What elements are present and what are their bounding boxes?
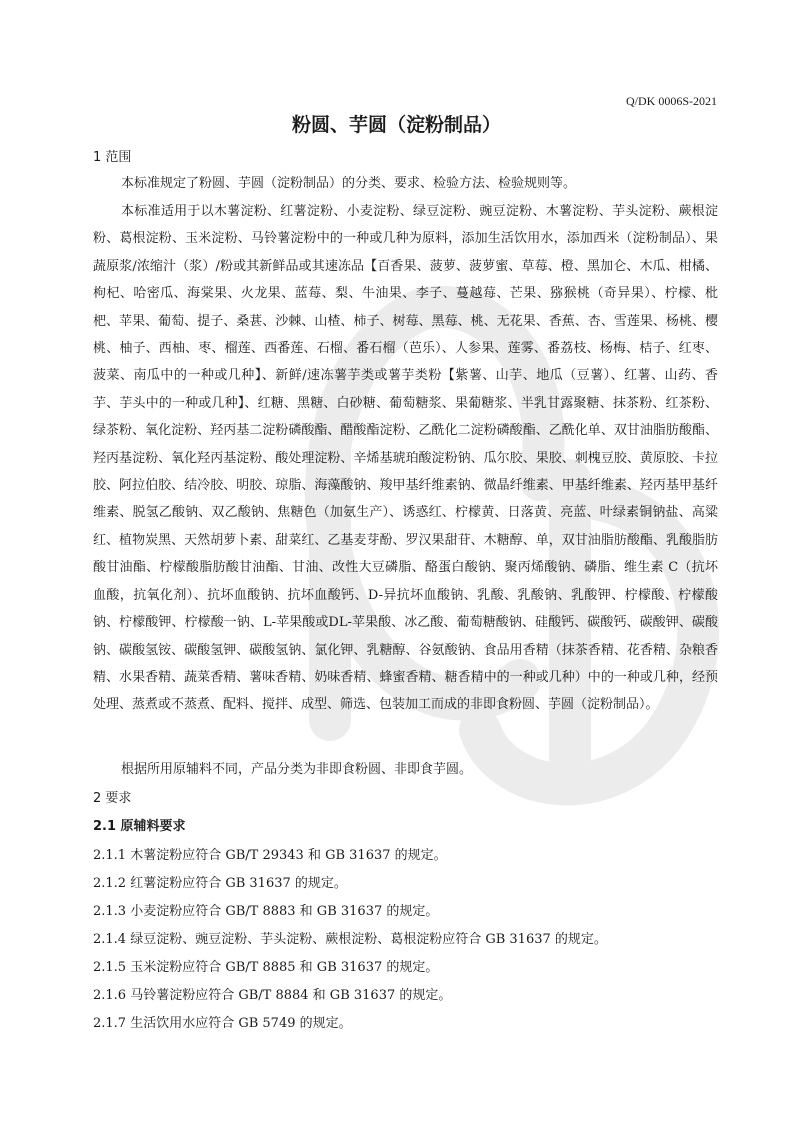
requirement-item: 2.1.1 木薯淀粉应符合 GB/T 29343 和 GB 31637 的规定。 (93, 848, 447, 863)
page-title: 粉圆、芋圆（淀粉制品） (291, 114, 501, 136)
section-heading-requirements: 2 要求 (93, 791, 132, 806)
requirement-item: 2.1.6 马铃薯淀粉应符合 GB/T 8884 和 GB 31637 的规定。 (93, 988, 452, 1003)
requirement-item: 2.1.4 绿豆淀粉、豌豆淀粉、芋头淀粉、蕨根淀粉、葛根淀粉应符合 GB 31637 的规定。 (93, 932, 607, 947)
requirement-item: 2.1.2 红薯淀粉应符合 GB 31637 的规定。 (93, 876, 347, 891)
scope-paragraph-1: 本标准规定了粉圆、芋圆（淀粉制品）的分类、要求、检验方法、检验规则等。 (121, 176, 577, 191)
scope-paragraph-2: 本标准适用于以木薯淀粉、红薯淀粉、小麦淀粉、绿豆淀粉、豌豆淀粉、木薯淀粉、芋头淀粉、蕨根淀粉、葛根淀粉、玉米淀粉、马铃薯淀粉中的一种或几种为原料，添加生活饮用水，添加西米（淀粉制品）、果蔬原浆/浓缩汁（浆）/粉或其新鲜品或其速冻品【百香果、菠萝、菠萝蜜、草莓、橙、黑加仑、木瓜、柑橘、枸杞、哈密瓜、海棠果、火龙果、蓝莓、梨、牛油果、李子、蔓越莓、芒果、猕猴桃（奇异果）、柠檬、枇杷、苹果、葡萄、提子、桑葚、沙棘、山楂、柿子、树莓、黑莓、桃、无花果、香蕉、杏、雪莲果、杨桃、樱桃、柚子、西柚、枣、榴莲、西番莲、石榴、番石榴（芭乐）、人参果、莲雾、番荔枝、杨梅、桔子、红枣、菠菜、南瓜中的一种或几种】、新鲜/速冻薯芋类或薯芋类粉【紫薯、山芋、地瓜（豆薯）、红薯、山药、香芋、芋头中的一种或几种】、红糖、黑糖、白砂糖、葡萄糖浆、果葡糖浆、半乳甘露聚糖、抹茶粉、红茶粉、绿茶粉、氧化淀粉、羟丙基二淀粉磷酸酯、醋酸酯淀粉、乙酰化二淀粉磷酸酯、乙酰化单、双甘油脂肪酸酯、羟丙基淀粉、氧化羟丙基淀粉、酸处理淀粉、辛烯基琥珀酸淀粉钠、瓜尔胶、果胶、刺槐豆胶、黄原胶、卡拉胶、阿拉伯胶、结冷胶、明胶、琼脂、海藻酸钠、羧甲基纤维素钠、微晶纤维素、甲基纤维素、羟丙基甲基纤维素、脱氢乙酸钠、双乙酸钠、焦糖色（加氨生产）、诱惑红、柠檬黄、日落黄、亮蓝、叶绿素铜钠盐、高粱红、植物炭黑、天然胡萝卜素、甜菜红、乙基麦芽酚、罗汉果甜苷、木糖醇、单，双甘油脂肪酸酯、乳酸脂肪酸甘油酯、柠檬酸脂肪酸甘油酯、甘油、改性大豆磷脂、酪蛋白酸钠、聚丙烯酸钠、磷脂、维生素 C（抗坏血酸，抗氧化剂）、抗坏血酸钠、抗坏血酸钙、D-异抗坏血酸钠、乳酸、乳酸钠、乳酸钾、柠檬酸、柠檬酸钠、柠檬酸钾、柠檬酸一钠、L-苹果酸或DL-苹果酸、冰乙酸、葡萄糖酸钠、硅酸钙、碳酸钙、碳酸钾、碳酸钠、碳酸氢铵、碳酸氢钾、碳酸氢钠、氯化钾、乳糖醇、谷氨酸钠、食品用香精（抹茶香精、花香精、杂粮香精、水果香精、蔬菜香精、薯味香精、奶味香精、蜂蜜香精、糖香精中的一种或几种）中的一种或几种，经预处理、蒸煮或不蒸煮、配料、搅拌、成型、筛选、包装加工而成的非即食粉圆、芋圆（淀粉制品）。 (93, 204, 718, 713)
subsection-heading-raw-materials: 2.1 原辅料要求 (93, 819, 186, 834)
document-code: Q/DK 0006S-2021 (625, 94, 717, 108)
section-heading-scope: 1 范围 (93, 150, 132, 165)
scope-paragraph-3: 根据所用原辅料不同，产品分类为非即食粉圆、非即食芋圆。 (121, 762, 473, 777)
requirement-item: 2.1.7 生活饮用水应符合 GB 5749 的规定。 (93, 1016, 352, 1031)
requirement-item: 2.1.3 小麦淀粉应符合 GB/T 8883 和 GB 31637 的规定。 (93, 904, 439, 919)
requirement-item: 2.1.5 玉米淀粉应符合 GB/T 8885 和 GB 31637 的规定。 (93, 960, 439, 975)
